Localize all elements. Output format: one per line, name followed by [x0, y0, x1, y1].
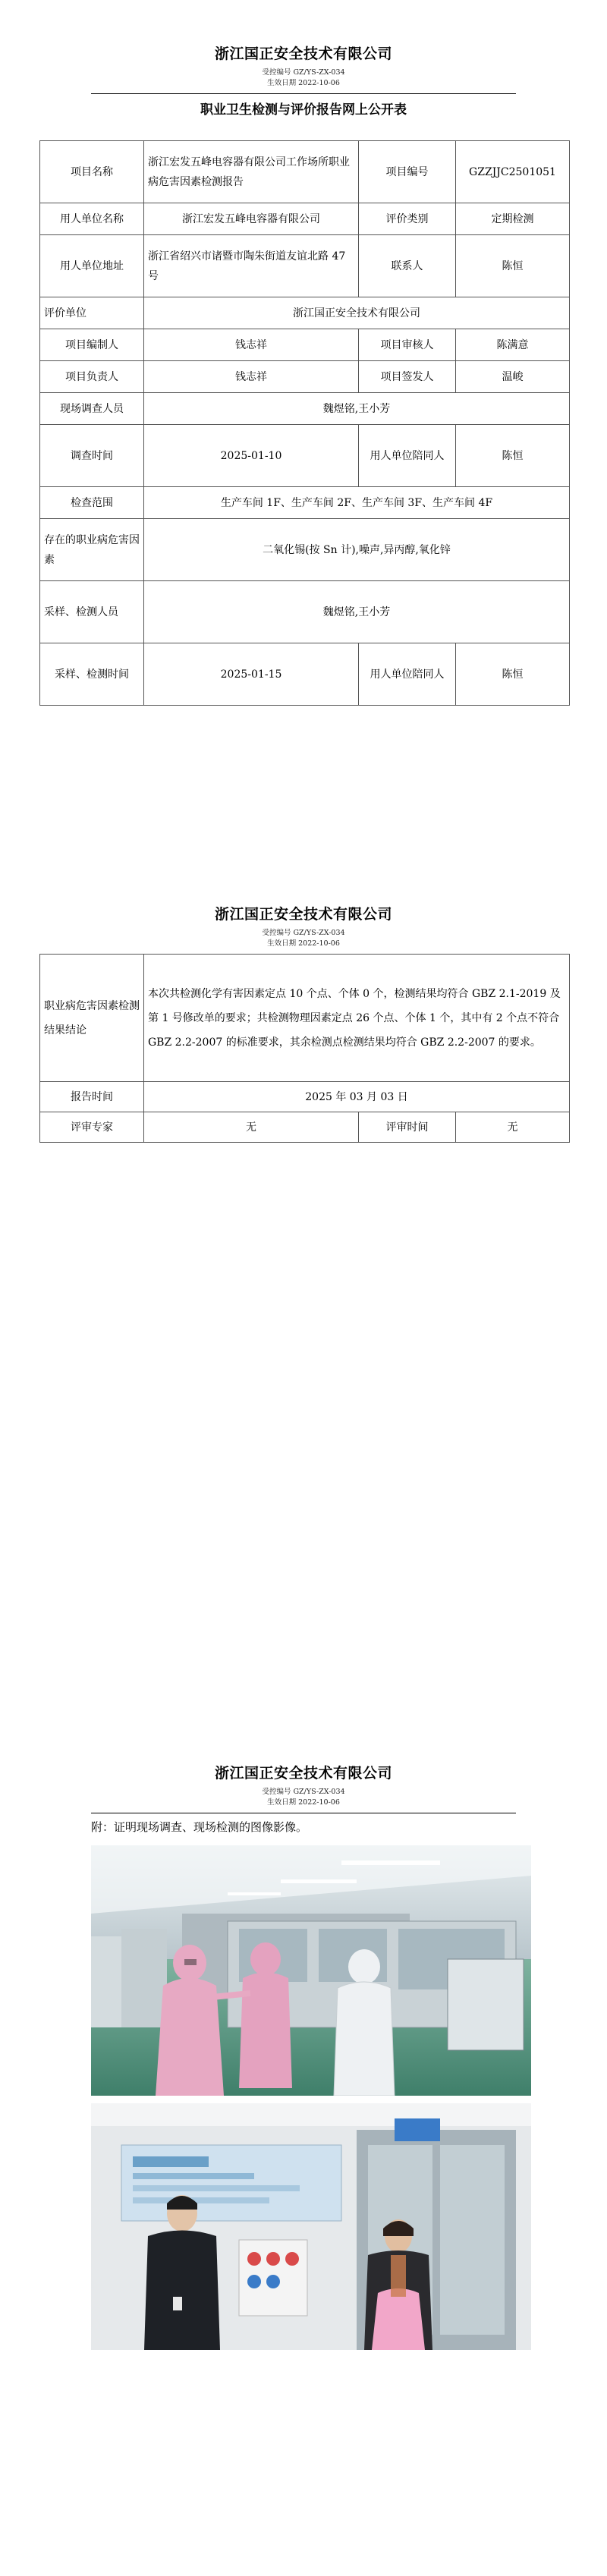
project-name-value: 浙江宏发五峰电容器有限公司工作场所职业病危害因素检测报告 [144, 141, 359, 203]
cleanroom-survey-photo [91, 1845, 531, 2096]
table-row [40, 329, 570, 361]
expert-label: 评审专家 [40, 1112, 144, 1143]
conclusion-table [39, 954, 570, 1143]
table-row [40, 955, 570, 1082]
report-info-table [39, 140, 570, 706]
effective-date: 生效日期 2022-10-06 [267, 79, 340, 87]
surveyors-value: 魏煜铭,王小芳 [144, 393, 570, 425]
employer-label: 用人单位名称 [40, 203, 144, 235]
accompany2-label: 用人单位陪同人 [359, 643, 456, 706]
contact-value: 陈恒 [456, 235, 570, 297]
table-row [40, 425, 570, 487]
control-number: 受控编号 GZ/YS-ZX-034 [262, 929, 345, 937]
control-number: 受控编号 GZ/YS-ZX-034 [262, 68, 345, 77]
table-row [40, 361, 570, 393]
employer-value: 浙江宏发五峰电容器有限公司 [144, 203, 359, 235]
report-time-value: 2025 年 03 月 03 日 [144, 1082, 570, 1112]
control-number: 受控编号 GZ/YS-ZX-034 [262, 1788, 345, 1796]
conclusion-label: 职业病危害因素检测结果结论 [40, 955, 144, 1082]
header-divider [91, 93, 516, 94]
eval-unit-value: 浙江国正安全技术有限公司 [144, 297, 570, 329]
compiler-label: 项目编制人 [40, 329, 144, 361]
project-name-label: 项目名称 [40, 141, 144, 203]
issuer-value: 温峻 [456, 361, 570, 393]
address-label: 用人单位地址 [40, 235, 144, 297]
leader-value: 钱志祥 [144, 361, 359, 393]
effective-date: 生效日期 2022-10-06 [267, 939, 340, 948]
table-row [40, 581, 570, 643]
reviewer-value: 陈满意 [456, 329, 570, 361]
leader-label: 项目负责人 [40, 361, 144, 393]
company-name: 浙江国正安全技术有限公司 [214, 46, 392, 62]
address-value: 浙江省绍兴市诸暨市陶朱街道友谊北路 47 号 [144, 235, 359, 297]
hazards-value: 二氧化锡(按 Sn 计),噪声,异丙醇,氧化锌 [144, 519, 570, 581]
table-row [40, 487, 570, 519]
entrance-photo-illustration [91, 2103, 531, 2350]
scope-label: 检查范围 [40, 487, 144, 519]
entrance-survey-photo [91, 2103, 531, 2350]
conclusion-value: 本次共检测化学有害因素定点 10 个点、个体 0 个，检测结果均符合 GBZ 2.1-2019 及第 1 号修改单的要求；共检测物理因素定点 26 个点、个体 1 个，其中有 2 个点不符合 GBZ 2.2-2007 的标准要求，其余检测点检测结果均符合 GBZ 2.2-2007 的要求。 [144, 955, 570, 1082]
samplers-value: 魏煜铭,王小芳 [144, 581, 570, 643]
page-header [0, 1762, 607, 1808]
reviewer-label: 项目审核人 [359, 329, 456, 361]
attachment-caption: 附：证明现场调查、现场检测的图像影像。 [91, 1820, 308, 1834]
table-row [40, 1112, 570, 1143]
accompany2-value: 陈恒 [456, 643, 570, 706]
expert-value: 无 [144, 1112, 359, 1143]
table-row [40, 393, 570, 425]
table-row [40, 141, 570, 203]
eval-unit-label: 评价单位 [40, 297, 144, 329]
accompany-value: 陈恒 [456, 425, 570, 487]
page-header [0, 903, 607, 949]
table-row [40, 235, 570, 297]
samplers-label: 采样、检测人员 [40, 581, 144, 643]
review-time-label: 评审时间 [359, 1112, 456, 1143]
surveyors-label: 现场调查人员 [40, 393, 144, 425]
survey-time-label: 调查时间 [40, 425, 144, 487]
eval-type-label: 评价类别 [359, 203, 456, 235]
accompany-label: 用人单位陪同人 [359, 425, 456, 487]
company-name: 浙江国正安全技术有限公司 [214, 906, 392, 923]
sample-time-value: 2025-01-15 [144, 643, 359, 706]
eval-type-value: 定期检测 [456, 203, 570, 235]
compiler-value: 钱志祥 [144, 329, 359, 361]
cleanroom-photo-illustration [91, 1845, 531, 2096]
review-time-value: 无 [456, 1112, 570, 1143]
effective-date: 生效日期 2022-10-06 [267, 1798, 340, 1807]
survey-time-value: 2025-01-10 [144, 425, 359, 487]
table-row [40, 203, 570, 235]
contact-label: 联系人 [359, 235, 456, 297]
hazards-label: 存在的职业病危害因素 [40, 519, 144, 581]
report-time-label: 报告时间 [40, 1082, 144, 1112]
report-title: 职业卫生检测与评价报告网上公开表 [200, 102, 407, 118]
table-row [40, 1082, 570, 1112]
page-header [0, 42, 607, 89]
table-row [40, 297, 570, 329]
issuer-label: 项目签发人 [359, 361, 456, 393]
table-row [40, 519, 570, 581]
project-no-label: 项目编号 [359, 141, 456, 203]
project-no-value: GZZJJC2501051 [456, 141, 570, 203]
company-name: 浙江国正安全技术有限公司 [214, 1765, 392, 1782]
table-row [40, 643, 570, 706]
scope-value: 生产车间 1F、生产车间 2F、生产车间 3F、生产车间 4F [144, 487, 570, 519]
sample-time-label: 采样、检测时间 [40, 643, 144, 706]
